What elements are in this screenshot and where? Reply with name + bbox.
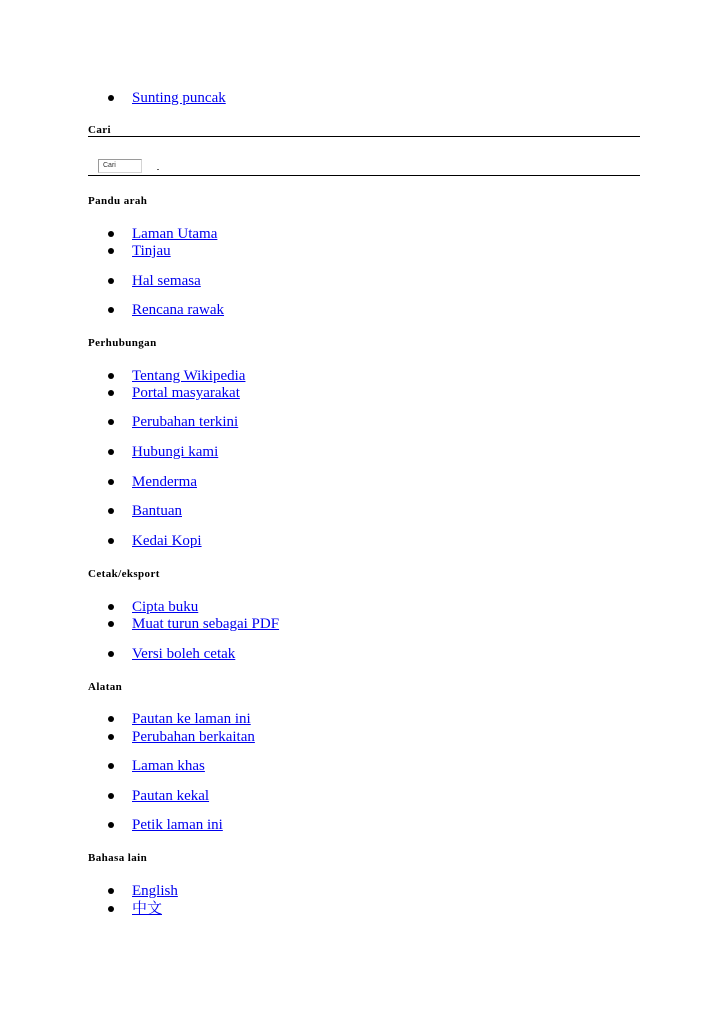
bullet-icon [108, 248, 114, 254]
tools-link-permanent-link[interactable]: Pautan kekal [132, 788, 210, 804]
nav-link-main-page[interactable]: Laman Utama [132, 226, 218, 242]
bullet-icon [108, 651, 114, 657]
languages-heading: Bahasa lain [88, 852, 148, 864]
bullet-icon [108, 734, 114, 740]
print-export-heading: Cetak/eksport [88, 568, 160, 580]
bullet-icon [108, 604, 114, 610]
tools-link-special-pages[interactable]: Laman khas [132, 758, 205, 774]
print-link-download-pdf[interactable]: Muat turun sebagai PDF [132, 616, 280, 632]
interaction-link-donate[interactable]: Menderma [132, 474, 197, 490]
bullet-icon [108, 479, 114, 485]
bullet-icon [108, 278, 114, 284]
divider [88, 175, 640, 176]
interaction-heading: Perhubungan [88, 337, 157, 349]
bullet-icon [108, 231, 114, 237]
tools-heading: Alatan [88, 681, 123, 693]
bullet-icon [108, 449, 114, 455]
bullet-icon [108, 793, 114, 799]
bullet-icon [108, 763, 114, 769]
print-link-create-book[interactable]: Cipta buku [132, 599, 199, 615]
bullet-icon [108, 373, 114, 379]
bullet-icon [108, 888, 114, 894]
interaction-link-recent-changes[interactable]: Perubahan terkini [132, 414, 239, 430]
bullet-icon [108, 390, 114, 396]
bullet-icon [108, 95, 114, 101]
language-link-chinese[interactable]: 中文 [132, 901, 163, 917]
tools-link-what-links-here[interactable]: Pautan ke laman ini [132, 711, 251, 727]
nav-link-random-article[interactable]: Rencana rawak [132, 302, 225, 318]
bullet-icon [108, 621, 114, 627]
bullet-icon [108, 508, 114, 514]
nav-link-overview[interactable]: Tinjau [132, 243, 171, 259]
divider [88, 136, 640, 137]
bullet-icon [108, 307, 114, 313]
bullet-icon [108, 538, 114, 544]
print-link-printable-version[interactable]: Versi boleh cetak [132, 646, 236, 662]
tools-link-related-changes[interactable]: Perubahan berkaitan [132, 729, 255, 745]
bullet-icon [108, 716, 114, 722]
tools-link-cite-page[interactable]: Petik laman ini [132, 817, 223, 833]
bullet-icon [108, 419, 114, 425]
navigation-heading: Pandu arah [88, 195, 148, 207]
search-go-button[interactable] [157, 169, 159, 170]
interaction-link-village-pump[interactable]: Kedai Kopi [132, 533, 202, 549]
search-input[interactable]: Cari [98, 159, 142, 173]
interaction-link-community-portal[interactable]: Portal masyarakat [132, 385, 240, 401]
interaction-link-contact[interactable]: Hubungi kami [132, 444, 219, 460]
bullet-icon [108, 822, 114, 828]
language-link-english[interactable]: English [132, 883, 178, 899]
interaction-link-help[interactable]: Bantuan [132, 503, 182, 519]
interaction-link-about[interactable]: Tentang Wikipedia [132, 368, 246, 384]
bullet-icon [108, 906, 114, 912]
search-heading: Cari [88, 124, 111, 136]
edit-top-link[interactable]: Sunting puncak [132, 90, 226, 106]
nav-link-current-events[interactable]: Hal semasa [132, 273, 201, 289]
